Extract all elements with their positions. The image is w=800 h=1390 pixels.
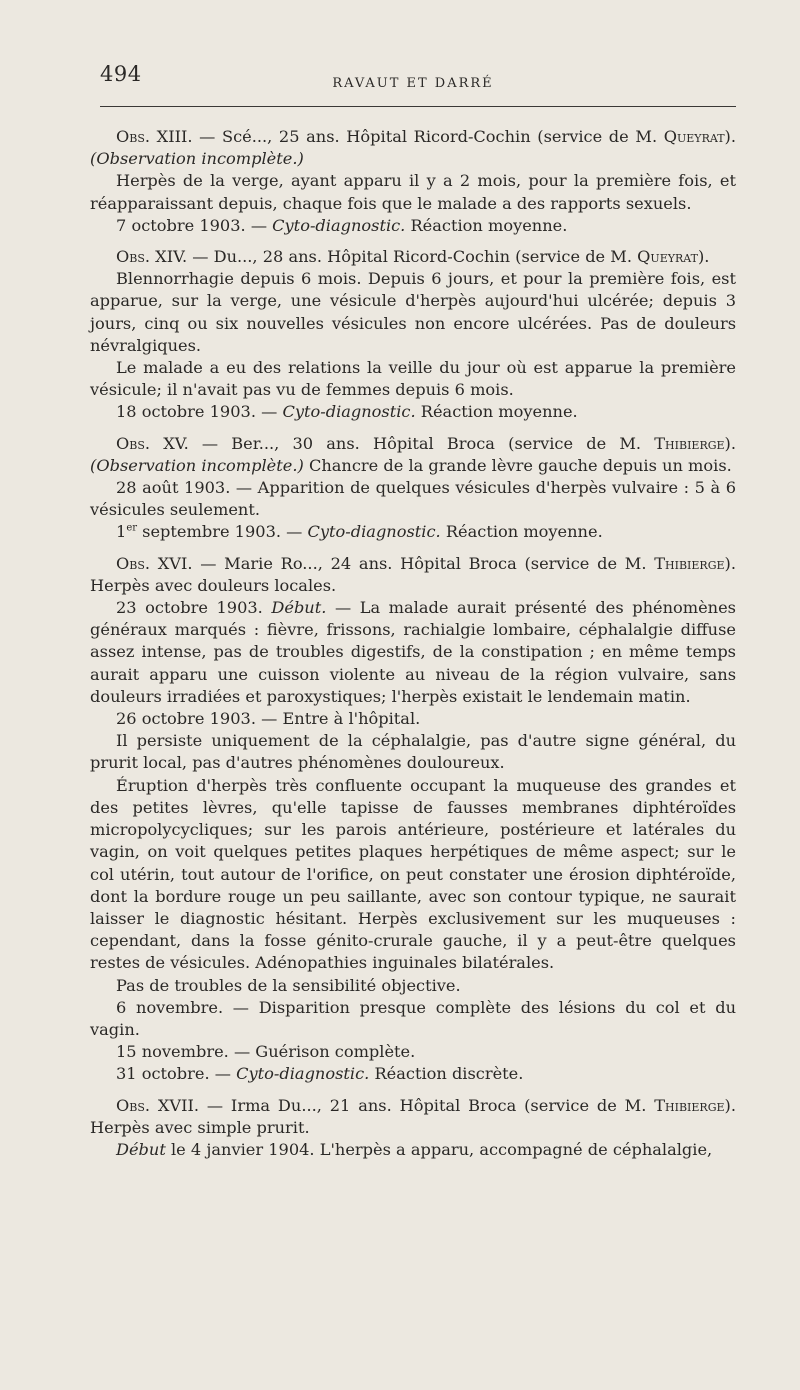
- obs-13-label: Obs. XIII.: [116, 127, 193, 146]
- physician-name: Thibierge: [654, 1095, 725, 1115]
- obs-17-heading: Obs. XVII. — Irma Du..., 21 ans. Hôpital Broca (service de M. Thibierge). Herpès avec simple prurit.: [90, 1095, 736, 1137]
- obs-16-paragraph: 23 octobre 1903. Début. — La malade aurait présenté des phénomènes généraux marqués : fièvre, frissons, rachialgie lombaire, céphalalgie diffuse assez intense, pas de troubles digestifs, de la constipation ; en même temps aurait apparu une cuisson violente au niveau de la région vulvaire, sans douleurs irradiées et paroxystiques; l'herpès existait le lendemain matin.: [90, 598, 736, 706]
- obs-13-paragraph: Herpès de la verge, ayant apparu il y a 2 mois, pour la première fois, et réapparaissant depuis, chaque fois que le malade a des rapports sexuels.: [90, 171, 736, 213]
- running-title: RAVAUT ET DARRÉ: [332, 76, 494, 91]
- obs-15-result: 1er septembre 1903. — Cyto-diagnostic. Réaction moyenne.: [116, 522, 603, 542]
- obs-13-result: 7 octobre 1903. — Cyto-diagnostic. Réaction moyenne.: [116, 215, 568, 235]
- obs-17-label: Obs. XVII.: [116, 1095, 200, 1115]
- book-page: [0, 40, 800, 1390]
- obs-16-paragraph: 15 novembre. — Guérison complète.: [116, 1042, 416, 1062]
- obs-16-label: Obs. XVI.: [116, 553, 193, 573]
- obs-14-result: 18 octobre 1903. — Cyto-diagnostic. Réaction moyenne.: [116, 402, 578, 422]
- obs-16-paragraph: Éruption d'herpès très confluente occupant la muqueuse des grandes et des petites lèvres, qu'elle tapisse de fausses membranes diphtéroïdes micropolycycliques; sur les parois antérieure, postérieure et latérales du vagin, on voit quelques petites plaques herpétiques de même aspect; sur le col utérin, tout autour de l'orifice, on peut constater une érosion diphtéroïde, dont la bordure rouge un peu saillante, avec son contour typique, ne saurait laisser le diagnostic hésitant. Herpès exclusivement sur les muqueuses : cependant, dans la fosse génito-crurale gauche, il y a peut-être quelques restes de vésicules. Adénopathies inguinales bilatérales.: [90, 775, 736, 973]
- obs-13-heading: Obs. XIII. — Scé..., 25 ans. Hôpital Ricord-Cochin (service de M. Queyrat). (Observation incomplète.): [90, 127, 736, 169]
- page-header: [90, 40, 736, 100]
- incomplete-note: (Observation incomplète.): [90, 149, 304, 169]
- obs-15-heading: Obs. XV. — Ber..., 30 ans. Hôpital Broca (service de M. Thibierge). (Observation incomplète.) Chancre de la grande lèvre gauche depuis un mois.: [90, 433, 737, 475]
- obs-14-heading: Obs. XIV. — Du..., 28 ans. Hôpital Ricord-Cochin (service de M. Queyrat).: [116, 247, 710, 267]
- obs-15-label: Obs. XV.: [116, 433, 189, 453]
- physician-name: Queyrat: [663, 127, 725, 146]
- obs-16-paragraph: Il persiste uniquement de la céphalalgie, pas d'autre signe général, du prurit local, pas d'autres phénomènes douloureux.: [90, 731, 736, 773]
- debut-label: Début.: [271, 598, 327, 618]
- obs-16-paragraph: 26 octobre 1903. — Entre à l'hôpital.: [116, 709, 421, 729]
- debut-label: Début: [116, 1139, 166, 1159]
- obs-16-paragraph: Pas de troubles de la sensibilité objective.: [116, 975, 461, 995]
- obs-16-heading: Obs. XVI. — Marie Ro..., 24 ans. Hôpital Broca (service de M. Thibierge). Herpès avec douleurs locales.: [90, 553, 736, 595]
- obs-16-paragraph: 6 novembre. — Disparition presque complète des lésions du col et du vagin.: [90, 997, 736, 1039]
- cyto-diagnostic-label: Cyto-diagnostic.: [272, 215, 406, 235]
- header-rule: [100, 106, 736, 107]
- obs-16-result: 31 octobre. — Cyto-diagnostic. Réaction discrète.: [116, 1064, 524, 1084]
- obs-17-paragraph: Début le 4 janvier 1904. L'herpès a apparu, accompagné de céphalalgie,: [116, 1139, 713, 1159]
- physician-name: Thibierge: [654, 433, 725, 453]
- page-body: [90, 100, 736, 1161]
- cyto-diagnostic-label: Cyto-diagnostic.: [282, 402, 416, 422]
- obs-15-paragraph: 28 août 1903. — Apparition de quelques vésicules d'herpès vulvaire : 5 à 6 vésicules seulement.: [90, 478, 736, 520]
- page-number: 494: [100, 62, 142, 86]
- cyto-diagnostic-label: Cyto-diagnostic.: [236, 1064, 370, 1084]
- obs-14-paragraph: Le malade a eu des relations la veille du jour où est apparue la première vésicule; il n'avait pas vu de femmes depuis 6 mois.: [90, 358, 736, 400]
- obs-14-paragraph: Blennorrhagie depuis 6 mois. Depuis 6 jours, et pour la première fois, est apparue, sur la verge, une vésicule d'herpès aujourd'hui ulcérée; depuis 3 jours, cinq ou six nouvelles vésicules non encore ulcérées. Pas de douleurs névralgiques.: [90, 269, 736, 355]
- physician-name: Queyrat: [637, 247, 698, 267]
- cyto-diagnostic-label: Cyto-diagnostic.: [307, 522, 441, 542]
- physician-name: Thibierge: [654, 553, 725, 573]
- incomplete-note: (Observation incomplète.): [90, 455, 304, 475]
- obs-14-label: Obs. XIV.: [116, 247, 188, 267]
